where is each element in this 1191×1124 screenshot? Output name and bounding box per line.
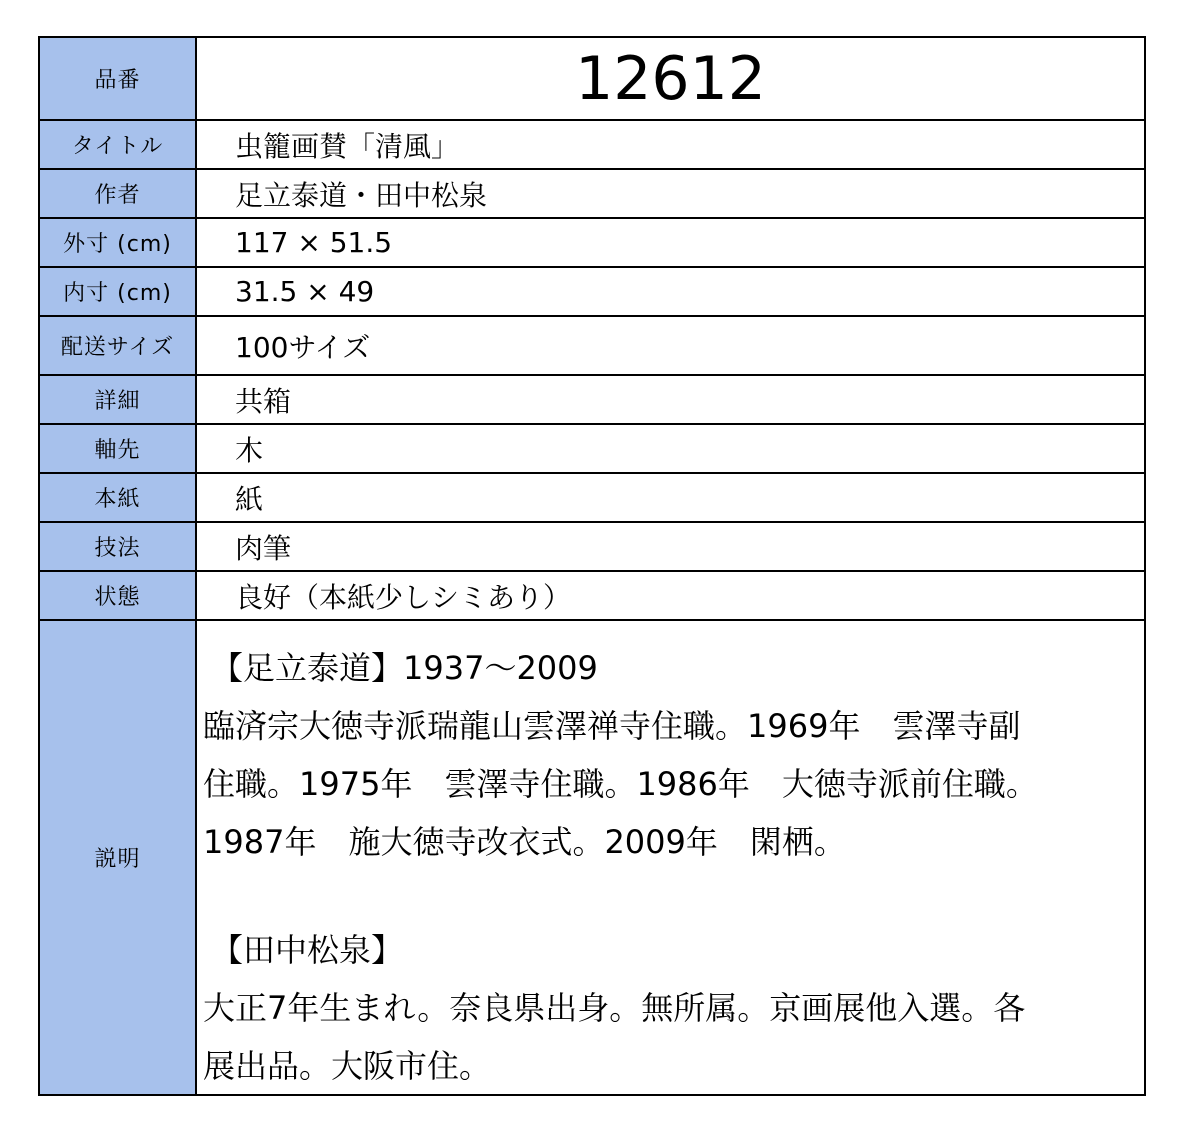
shipping-size-label: 配送サイズ xyxy=(40,317,197,374)
product-info-table xyxy=(38,36,1146,1096)
row-base-paper xyxy=(40,472,1144,521)
artist1-bio-line: 住職。1975年 雲澤寺住職。1986年 大徳寺派前住職。 xyxy=(203,765,1038,803)
roller-end-label: 軸先 xyxy=(40,425,197,472)
artist1-bio-line: 1987年 施大徳寺改衣式。2009年 閑栖。 xyxy=(203,823,846,861)
inner-size-value: 31.5 × 49 xyxy=(235,275,375,308)
row-product-number xyxy=(40,38,1144,119)
base-paper-label: 本紙 xyxy=(40,474,197,521)
outer-size-label: 外寸 (cm) xyxy=(40,219,197,266)
condition-value: 良好（本紙少しシミあり） xyxy=(235,580,572,614)
row-inner-size xyxy=(40,266,1144,315)
condition-label: 状態 xyxy=(40,572,197,619)
shipping-size-value: 100サイズ xyxy=(235,330,371,364)
row-shipping-size xyxy=(40,315,1144,374)
description-label: 説明 xyxy=(40,621,197,1094)
details-value: 共箱 xyxy=(235,384,292,418)
author-label: 作者 xyxy=(40,170,197,217)
row-condition xyxy=(40,570,1144,619)
spacer xyxy=(203,871,1134,921)
row-roller-end xyxy=(40,423,1144,472)
title-label: タイトル xyxy=(40,121,197,168)
artist2-bio-line: 展出品。大阪市住。 xyxy=(203,1047,492,1085)
artist2-heading: 【田中松泉】 xyxy=(211,931,404,969)
row-technique xyxy=(40,521,1144,570)
technique-label: 技法 xyxy=(40,523,197,570)
artist1-bio-line: 臨済宗大徳寺派瑞龍山雲澤禅寺住職。1969年 雲澤寺副 xyxy=(203,707,1021,745)
row-description xyxy=(40,619,1144,1094)
base-paper-value: 紙 xyxy=(235,482,264,516)
product-number-value: 12612 xyxy=(575,43,766,114)
artist1-heading: 【足立泰道】1937〜2009 xyxy=(211,649,598,687)
row-details xyxy=(40,374,1144,423)
title-value: 虫籠画賛「清風」 xyxy=(235,129,460,163)
row-author xyxy=(40,168,1144,217)
outer-size-value: 117 × 51.5 xyxy=(235,226,393,259)
description-body xyxy=(197,621,1144,1094)
roller-end-value: 木 xyxy=(235,433,264,467)
inner-size-label: 内寸 (cm) xyxy=(40,268,197,315)
row-title xyxy=(40,119,1144,168)
author-value: 足立泰道・田中松泉 xyxy=(235,178,488,212)
row-outer-size xyxy=(40,217,1144,266)
artist2-bio-line: 大正7年生まれ。奈良県出身。無所属。京画展他入選。各 xyxy=(203,989,1026,1027)
technique-value: 肉筆 xyxy=(235,531,292,565)
details-label: 詳細 xyxy=(40,376,197,423)
product-number-label: 品番 xyxy=(40,38,197,119)
